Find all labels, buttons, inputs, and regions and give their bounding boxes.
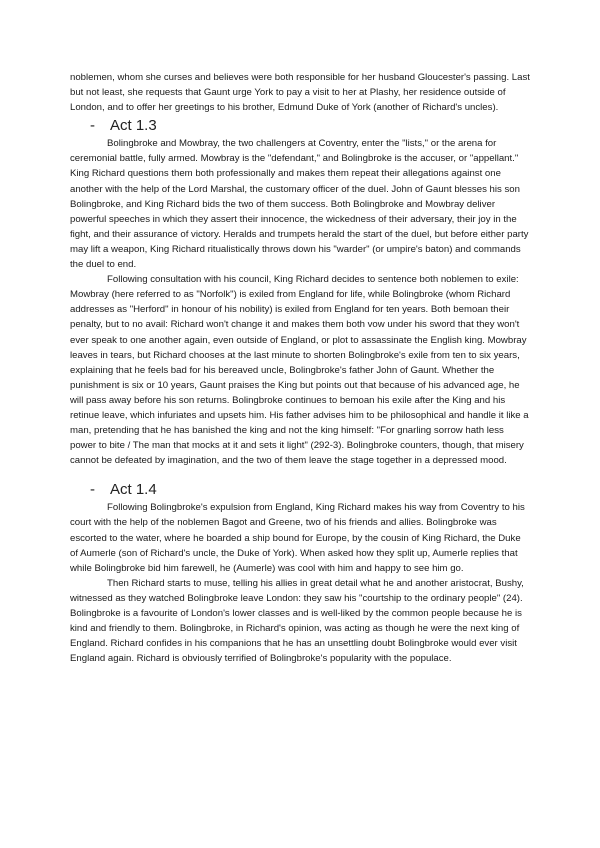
heading-label: Act 1.3 — [110, 117, 157, 135]
bullet-dash: - — [90, 117, 95, 135]
paragraph-continued: noblemen, whom she curses and believes were both responsible for her husband Gloucester's passing. Last but not least, she requests that Gaunt urge York to pay a visit to her at Plashy, her residence outside of London, and to offer her greetings to his brother, Edmund Duke of York (another of Richard's uncles). — [70, 72, 530, 114]
paragraph-act-1-4-return: Following Bolingbroke's expulsion from England, King Richard makes his way from Coventry to his court with the help of the noblemen Bagot and Greene, two of his friends and allies. Bolingbroke was escorted to the water, where he boarded a ship bound for Europe, by the cousin of King Richard, the Duke of Aumerle (son of Richard's uncle, the Duke of York). When asked how they split up, Aumerle replies that while Bolingbroke bid him farewell, he (Aumerle) was cool with him and happy to see him go. — [70, 502, 525, 574]
document-body — [70, 70, 531, 666]
paragraph-act-1-4-muse: Then Richard starts to muse, telling his allies in great detail what he and another aristocrat, Bushy, witnessed as they watched Bolingbroke leave London: they saw his "courtship to the ordinary people" (24). Bolingbroke is a favourite of London's lower classes and is well-liked by the common people because he is kind and friendly to them. Bolingbroke, in Richard's opinion, was acting as though he were the next king of England. Richard confides in his companions that he has an unsettling doubt Bolingbroke would ever visit England again. Richard is obviously terrified of Bolingbroke's popularity with the populace. — [70, 577, 524, 665]
section-heading-act-1-3 — [70, 116, 531, 136]
bullet-dash: - — [90, 481, 95, 499]
heading-label: Act 1.4 — [110, 481, 157, 499]
paragraph-act-1-3-duel: Bolingbroke and Mowbray, the two challengers at Coventry, enter the "lists," or the arena for ceremonial battle, fully armed. Mowbray is the "defendant," and Bolingbroke is the accuser, or "appellant." King Richard questions them both professionally and makes them repeat their allegations against one another with the help of the Lord Marshal, the customary officer of the duel. John of Gaunt blesses his son Bolingbroke, and King Richard bids the two of them success. Both Bolingbroke and Mowbray deliver powerful speeches in which they assert their innocence, the wickedness of their adversary, their joy in the fight, and their assurance of victory. Heralds and trumpets herald the start of the duel, but before either party may lift a weapon, King Richard ritualistically throws down his "warder" (or umpire's baton) and commands the duel to end. — [70, 138, 529, 271]
paragraph-act-1-3-exile: Following consultation with his council, King Richard decides to sentence both noblemen to exile: Mowbray (here referred to as "Norfolk") is exiled from England for life, while Bolingbroke (whom Richard addresses as "Herford" in honour of his nobility) is exiled from England for ten years. Both bemoan their penalty, but to no avail: Richard won't change it and makes them both vow under his sword that they won't ever speak to one another again, even outside of England, or plot to assassinate the English king. Mowbray leaves in tears, but Richard chooses at the last minute to shorten Bolingbroke's exile from ten to six years, explaining that he feels bad for his bereaved uncle, Bolingbroke's father John of Gaunt. Whether the punishment is six or 10 years, Gaunt praises the King but points out that because of his advanced age, he will pass away before his son returns. Bolingbroke continues to bemoan his exile after the King and his retinue leave, which infuriates and upsets him. His father advises him to be philosophical and handle it like a man, pretending that he has banished the king and not the king himself: "For gnarling sorrow hath less power to bite / The man that mocks at it and sets it light" (292-3). Bolingbroke counters, though, that misery cannot be defeated by imagination, and the two of them leave the stage together in a depressed mood. — [70, 274, 529, 467]
section-heading-act-1-4 — [70, 480, 531, 500]
